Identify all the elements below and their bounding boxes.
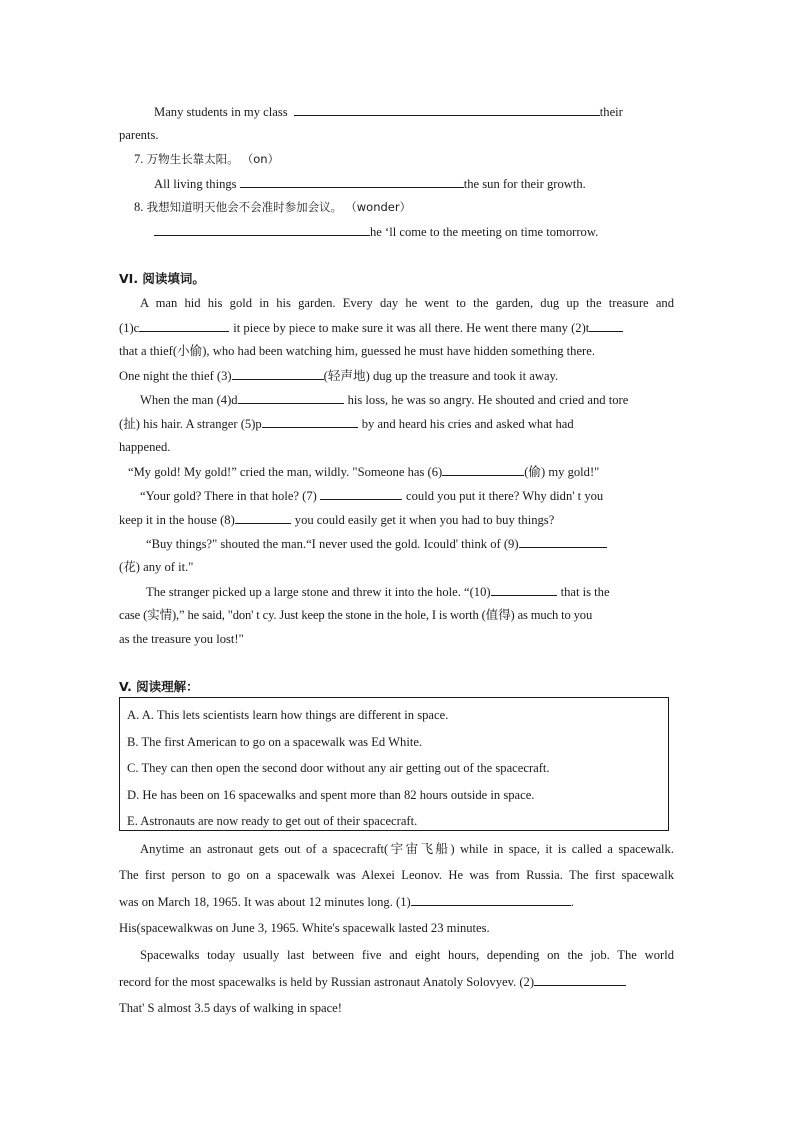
cloze-line: case (实情),” he said, "don' t cy. Just keep the stone in the hole, I is worth (值得) as much to you	[119, 608, 593, 622]
answer-blank[interactable]	[238, 391, 344, 404]
passage-line	[119, 973, 626, 990]
answer-blank[interactable]	[154, 223, 370, 236]
cloze-line: (花) any of it."	[119, 560, 194, 574]
cloze-line: happened.	[119, 440, 171, 454]
question-number: 7.	[134, 152, 144, 166]
sentence-text: their	[599, 105, 623, 119]
sentence-text: he ‘ll come to the meeting on time tomorrow.	[370, 225, 599, 239]
cloze-text: you could easily get it when you had to buy things?	[294, 513, 555, 527]
cloze-text: One night the thief (3)	[119, 369, 232, 383]
answer-blank[interactable]	[491, 583, 557, 596]
answer-blank[interactable]	[534, 973, 626, 986]
answer-blank[interactable]	[589, 319, 623, 332]
cloze-text: The stranger picked up a large stone and threw it into the hole. “(10)	[146, 585, 491, 599]
passage-line: That' S almost 3.5 days of walking in space!	[119, 1001, 342, 1015]
cloze-text: “Buy things?" shouted the man.“I never used the gold. Icould' think of (9)	[146, 537, 519, 551]
hint-word: （on）	[241, 152, 280, 166]
cloze-line	[119, 367, 558, 384]
cloze-text: (1)c	[119, 321, 140, 335]
cloze-text: keep it in the house (8)	[119, 513, 235, 527]
passage-text: was on March 18, 1965. It was about 12 minutes long. (1)	[119, 895, 411, 909]
passage-line	[119, 893, 574, 910]
cloze-text: that is the	[560, 585, 610, 599]
question-7-answer	[154, 175, 586, 192]
chinese-sentence: 我想知道明天他会不会准时参加会议。	[146, 200, 343, 214]
cloze-text: it piece by piece to make sure it was all there. He went there many (2)t	[233, 321, 590, 335]
chinese-sentence: 万物生长靠太阳。	[146, 152, 239, 166]
cloze-line	[119, 415, 574, 432]
cloze-text: could you put it there? Why didn' t you	[406, 489, 604, 503]
option-e: E. Astronauts are now ready to get out of their spacecraft.	[127, 814, 418, 828]
answer-blank[interactable]	[232, 367, 324, 380]
answer-blank[interactable]	[320, 487, 402, 500]
answer-blank[interactable]	[235, 511, 291, 524]
cloze-text: (轻声地) dug up the treasure and took it away.	[323, 369, 559, 383]
cloze-line	[146, 583, 610, 600]
section-heading: V. 阅读理解：	[119, 679, 199, 694]
cloze-line	[146, 535, 607, 552]
translation-line	[119, 127, 159, 143]
passage-line: The first person to go on a spacewalk was Alexei Leonov. He was from Russia. The first spacewalk	[119, 868, 674, 882]
cloze-text: “My gold! My gold!” cried the man, wildly. "Someone has (6)	[128, 465, 443, 479]
cloze-line	[119, 319, 623, 336]
passage-line: His(spacewalkwas on June 3, 1965. White's spacewalk lasted 23 minutes.	[119, 921, 490, 935]
options-box	[119, 697, 669, 831]
cloze-text: When the man (4)d	[140, 393, 238, 407]
option-d: D. He has been on 16 spacewalks and spent more than 82 hours outside in space.	[127, 788, 535, 802]
cloze-text: (偷) my gold!"	[524, 465, 600, 479]
cloze-line	[140, 391, 628, 408]
passage-text: record for the most spacewalks is held by Russian astronaut Anatoly Solovyev. (2)	[119, 975, 535, 989]
question-number: 8.	[134, 200, 144, 214]
sentence-text: the sun for their growth.	[463, 177, 586, 191]
option-b: B. The first American to go on a spacewalk was Ed White.	[127, 735, 423, 749]
answer-blank[interactable]	[519, 535, 607, 548]
option-a: A. A. This lets scientists learn how things are different in space.	[127, 708, 449, 722]
question-8-prompt	[134, 199, 411, 215]
sentence-text: Many students in my class	[154, 105, 288, 119]
cloze-line: as the treasure you lost!"	[119, 632, 244, 646]
passage-line: Anytime an astronaut gets out of a spacecraft(宇宙飞船) while in space, it is called a spacewalk.	[140, 842, 674, 856]
cloze-text: “Your gold? There in that hole? (7)	[140, 489, 317, 503]
option-c: C. They can then open the second door without any air getting out of the spacecraft.	[127, 761, 550, 775]
answer-blank[interactable]	[262, 415, 358, 428]
cloze-text: (扯) his hair. A stranger (5)p	[119, 417, 262, 431]
answer-blank[interactable]	[139, 319, 229, 332]
question-7-prompt	[134, 151, 279, 167]
cloze-line	[140, 487, 603, 504]
cloze-text: his loss, he was so angry. He shouted and cried and tore	[347, 393, 629, 407]
cloze-line: that a thief(小偷), who had been watching him, guessed he must have hidden something there.	[119, 344, 595, 358]
sentence-text: All living things	[154, 177, 237, 191]
passage-text: .	[570, 895, 574, 909]
cloze-line: A man hid his gold in his garden. Every day he went to the garden, dug up the treasure and	[140, 296, 674, 310]
answer-blank[interactable]	[240, 175, 464, 188]
cloze-line	[119, 511, 554, 528]
translation-line	[154, 103, 623, 120]
answer-blank[interactable]	[294, 103, 600, 116]
answer-blank[interactable]	[411, 893, 571, 906]
hint-word: （wonder）	[345, 200, 412, 214]
cloze-line	[128, 463, 599, 480]
cloze-text: by and heard his cries and asked what had	[361, 417, 574, 431]
passage-line: Spacewalks today usually last between five and eight hours, depending on the job. The world	[140, 948, 674, 962]
question-8-answer	[154, 223, 598, 240]
section-heading: VI. 阅读填词。	[119, 271, 205, 286]
sentence-text: parents.	[119, 128, 159, 142]
answer-blank[interactable]	[442, 463, 524, 476]
